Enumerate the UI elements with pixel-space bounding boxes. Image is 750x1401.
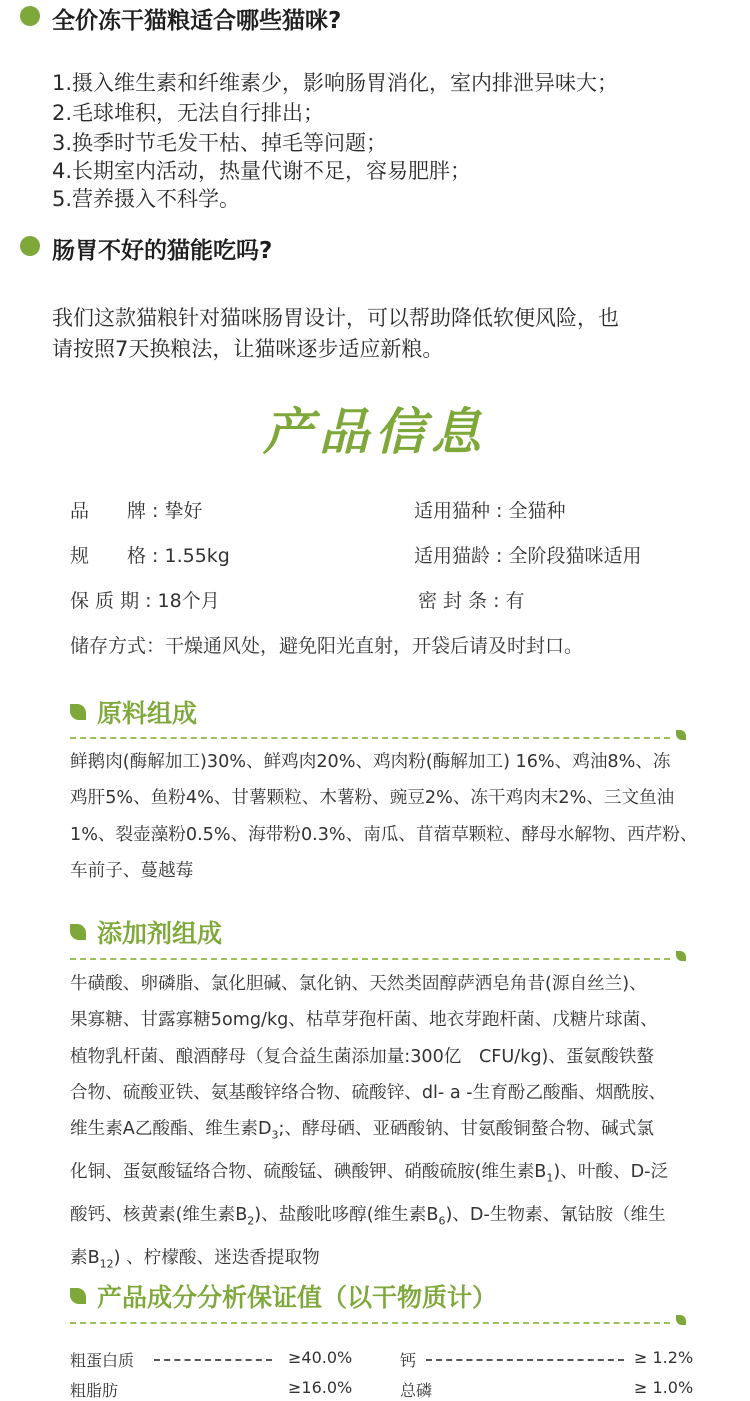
divider: [70, 1322, 670, 1324]
storage: 储存方式：干燥通风处，避免阳光直射，开袋后请及时封口。: [70, 635, 584, 657]
analysis-right-label: 总磷: [400, 1381, 433, 1400]
additives-line: 植物乳杆菌、酿酒酵母（复合益生菌添加量:300亿 CFU/kg)、蛋氨酸铁螯: [70, 1046, 654, 1067]
additives-line: 化铜、蛋氨酸锰络合物、硫酸锰、碘酸钾、硝酸硫胺(维生素$B_1$)、叶酸、D-泛: [70, 1162, 669, 1185]
ingredients-list: [70, 744, 700, 889]
ingredients-line: 1%、裂壶藻粉0.5%、海带粉0.3%、南瓜、苜蓿草颗粒、酵母水解物、西芹粉、: [70, 824, 698, 845]
suitable-breed: 适用猫种 : 全猫种: [414, 500, 566, 522]
analysis-title: 产品成分分析保证值（以干物质计）: [97, 1283, 498, 1312]
ingredients-line: 鲜鹅肉(酶解加工)30%、鲜鸡肉20%、鸡肉粉(酶解加工) 16%、鸡油8%、冻: [70, 752, 671, 772]
q1-line: 3.换季时节毛发干枯、掉毛等问题；: [52, 131, 388, 155]
additives-line: 酸钙、核黄素(维生素$B_2$)、盐酸吡哆醇(维生素$B_6$)、D-生物素、氰钴胺（维生: [70, 1204, 666, 1228]
q2-line: 请按照7天换粮法，让猫咪逐步适应新粮。: [52, 337, 444, 361]
additives-title: 添加剂组成: [97, 919, 223, 948]
leaf-icon: [676, 951, 686, 961]
leaf-icon: [676, 1315, 686, 1325]
analysis-left-value: ≥40.0%: [288, 1348, 353, 1367]
ingredients-line: 车前子、蔓越莓: [70, 860, 194, 881]
analysis-right-value: ≥ 1.0%: [634, 1378, 694, 1397]
leaf-icon: [676, 730, 686, 740]
green-dot-icon: [20, 236, 40, 256]
q1-title: 全价冻干猫粮适合哪些猫咪?: [52, 8, 342, 34]
ingredients-title: 原料组成: [97, 699, 198, 728]
analysis-right-label: 钙: [400, 1351, 417, 1370]
brand: 品 牌 : 挚好: [70, 500, 203, 522]
seal-strip: 密 封 条 : 有: [418, 590, 525, 612]
q2-line: 我们这款猫粮针对猫咪肠胃设计，可以帮助降低软便风险，也: [52, 306, 619, 330]
divider: [70, 958, 670, 960]
analysis-left-value: ≥16.0%: [288, 1378, 353, 1397]
additives-line: 维生素A乙酸酯、维生素$D_3$;、酵母硒、亚硒酸钠、甘氨酸铜螯合物、碱式氯: [70, 1119, 654, 1142]
q2-title: 肠胃不好的猫能吃吗?: [52, 238, 273, 264]
additives-line: 合物、硫酸亚铁、氨基酸锌络合物、硫酸锌、dl- a -生育酚乙酸酯、烟酰胺、: [70, 1082, 667, 1103]
spec: 规 格 : 1.55kg: [70, 545, 230, 567]
leaf-icon: [70, 924, 86, 940]
shelf-life: 保 质 期 : 18个月: [70, 590, 220, 612]
q1-line: 5.营养摄入不科学。: [52, 187, 241, 211]
additives-line: 牛磺酸、卵磷脂、氯化胆碱、氯化钠、天然类固醇萨洒皂角昔(源自丝兰)、: [70, 974, 647, 994]
leaf-icon: [70, 1288, 86, 1304]
leader-dots: [426, 1359, 624, 1361]
green-dot-icon: [20, 6, 40, 26]
q1-line: 4.长期室内活动，热量代谢不足，容易肥胖；: [52, 159, 472, 183]
q1-line: 1.摄入维生素和纤维素少，影响肠胃消化，室内排泄异味大；: [52, 71, 619, 95]
additives-line: 素$B_{12}$) 、柠檬酸、迷迭香提取物: [70, 1247, 320, 1271]
analysis-left-label: 粗蛋白质: [70, 1351, 135, 1370]
suitable-age: 适用猫龄 : 全阶段猫咪适用: [414, 545, 642, 567]
q1-line: 2.毛球堆积，无法自行排出；: [52, 101, 325, 125]
leaf-icon: [70, 704, 86, 720]
leader-dots: [154, 1359, 272, 1361]
product-info-title: 产品信息: [263, 403, 487, 461]
divider: [70, 737, 670, 739]
additives-list: [70, 966, 700, 1282]
analysis-right-value: ≥ 1.2%: [634, 1348, 694, 1367]
analysis-left-label: 粗脂肪: [70, 1381, 119, 1400]
additives-line: 果寡糖、甘露寡糖5omg/kg、枯草芽孢杆菌、地衣芽跑杆菌、戊糖片球菌、: [70, 1010, 658, 1031]
ingredients-line: 鸡肝5%、鱼粉4%、甘薯颗粒、木薯粉、豌豆2%、冻干鸡肉末2%、三文鱼油: [70, 788, 675, 809]
